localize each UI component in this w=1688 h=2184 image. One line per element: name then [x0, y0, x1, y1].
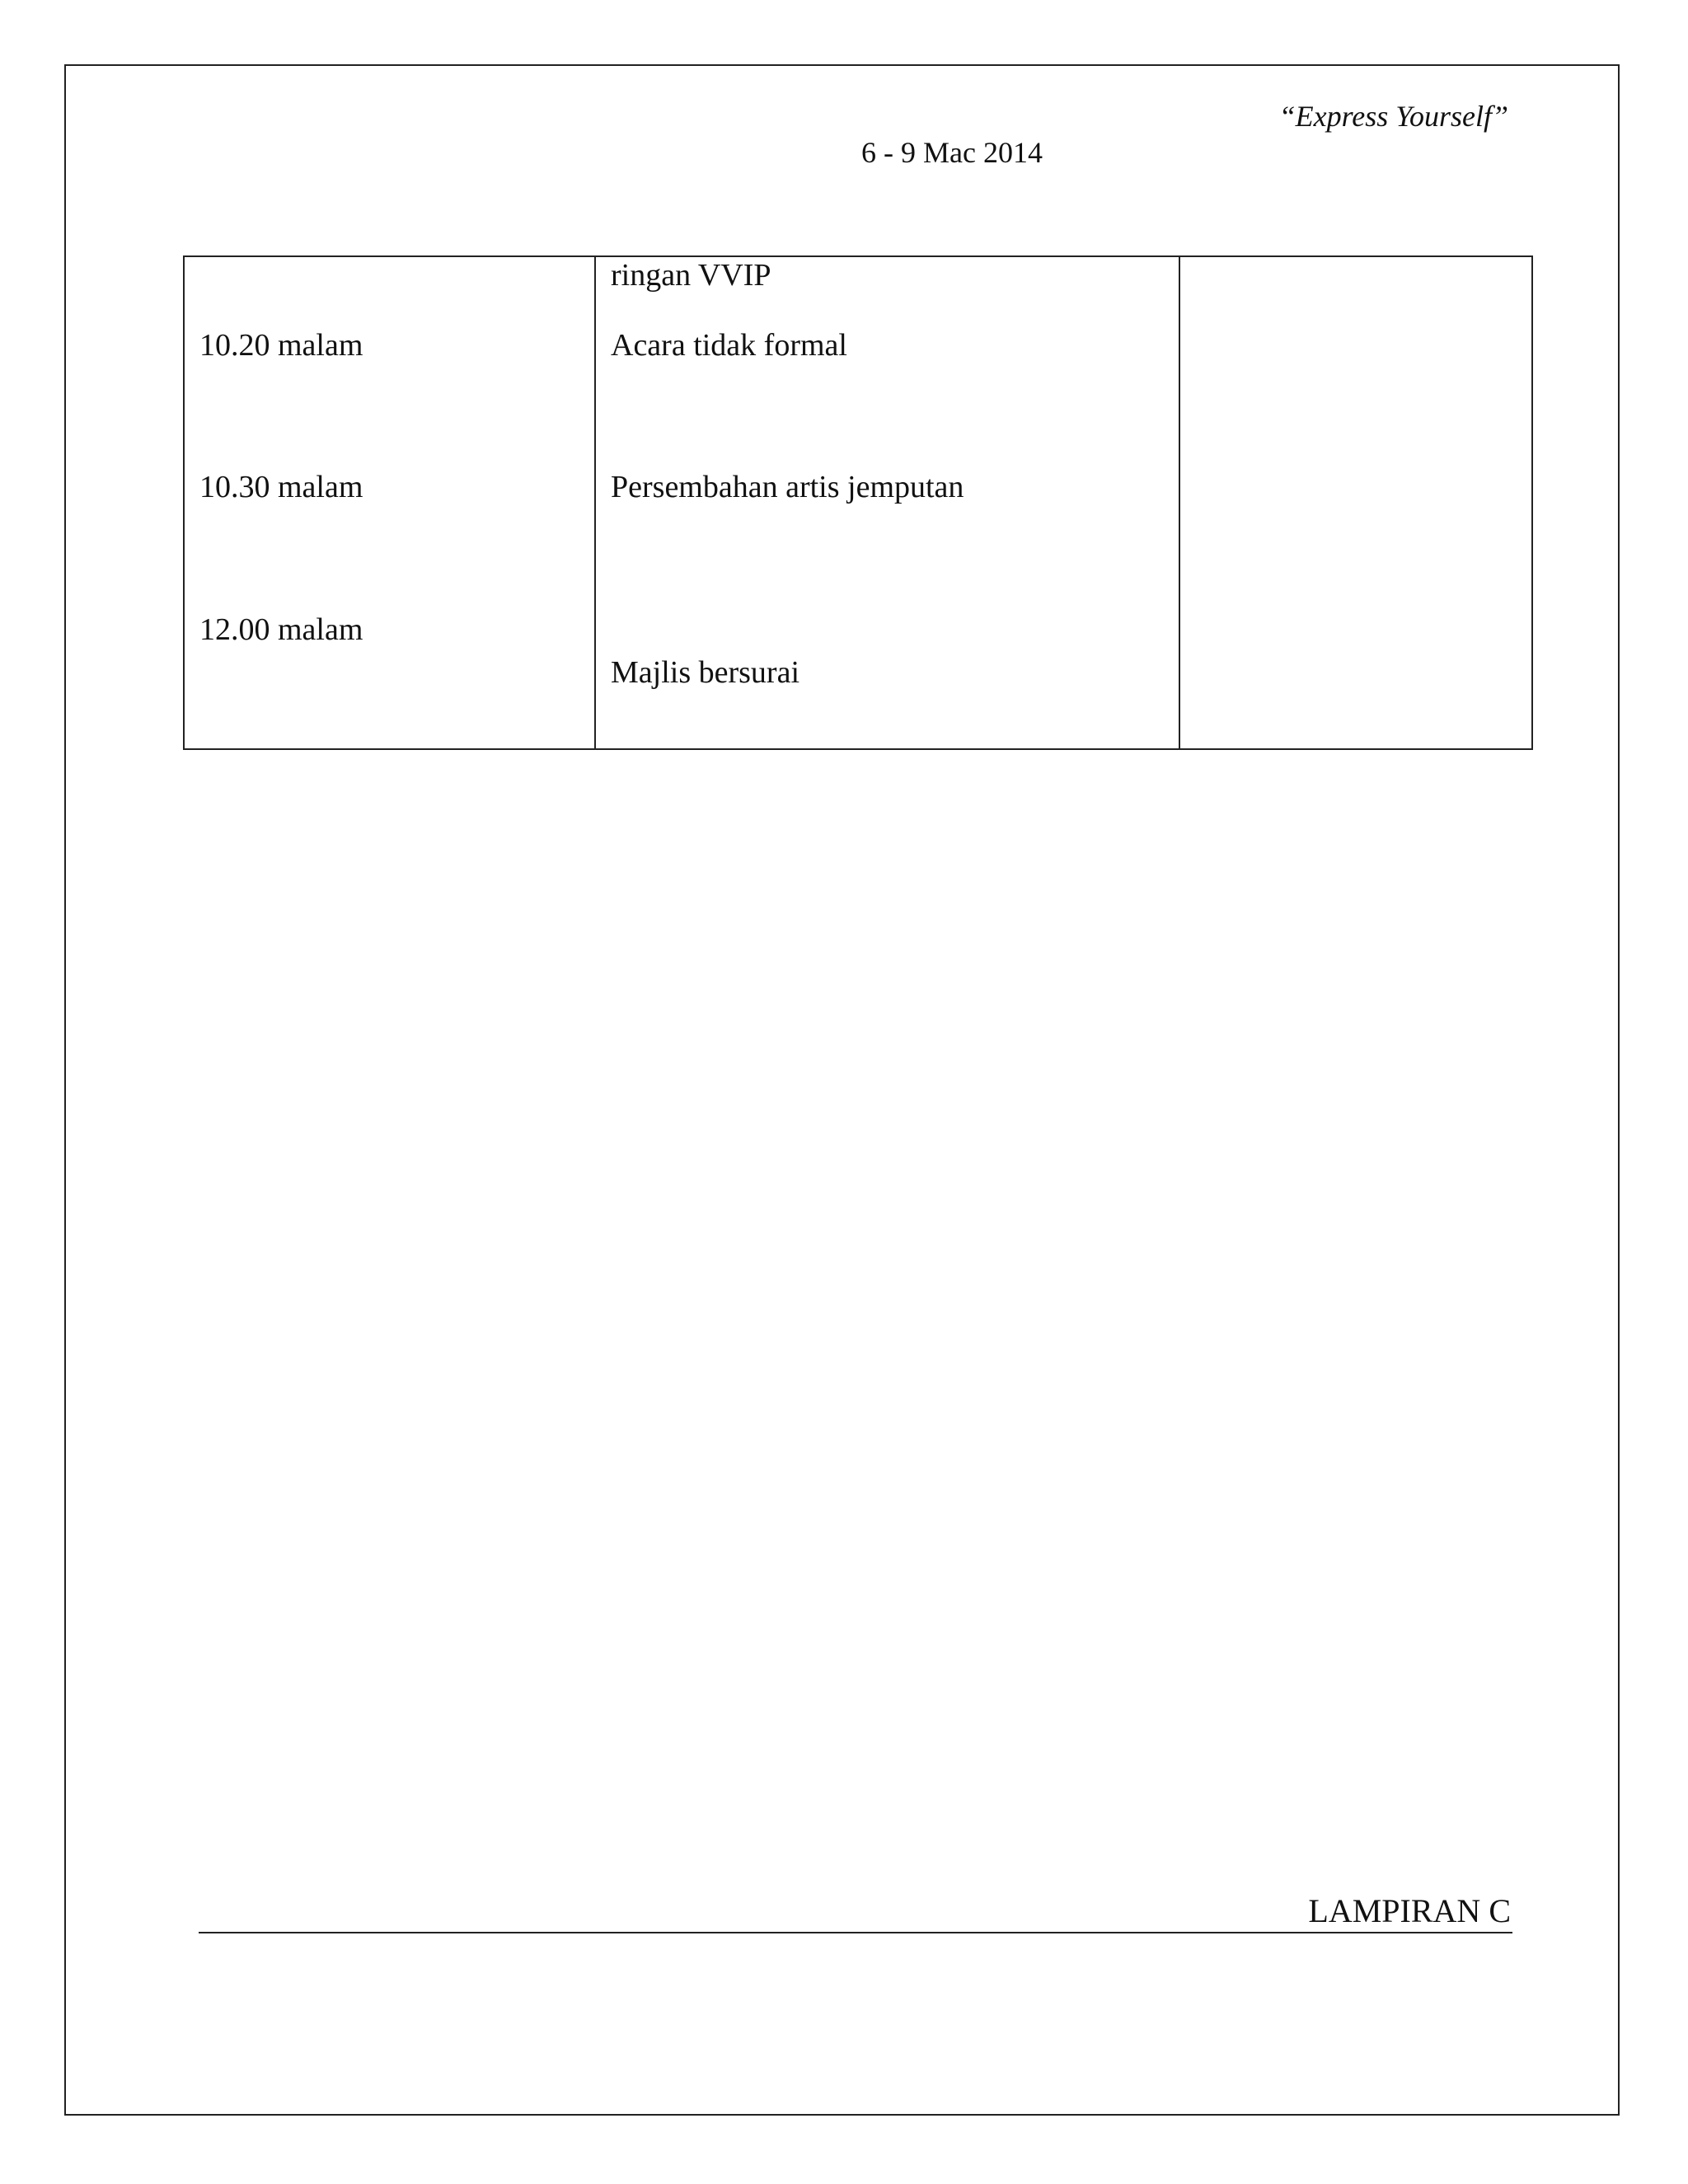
event-item: Acara tidak formal [611, 328, 847, 363]
footer-divider [199, 1932, 1512, 1933]
time-item: 10.30 malam [199, 470, 363, 504]
event-item: ringan VVIP [611, 258, 771, 293]
time-item: 10.20 malam [199, 328, 363, 363]
time-item: 12.00 malam [199, 612, 363, 647]
event-item: Majlis bersurai [611, 655, 800, 690]
table-row [184, 256, 1532, 749]
schedule-table [183, 255, 1533, 750]
header-tagline: “Express Yourself” [1278, 100, 1508, 133]
time-column [184, 256, 595, 749]
event-column [595, 256, 1179, 749]
appendix-label: LAMPIRAN C [1308, 1892, 1511, 1929]
event-item: Persembahan artis jemputan [611, 470, 964, 504]
header-date: 6 - 9 Mac 2014 [861, 136, 1043, 169]
notes-column [1179, 256, 1532, 749]
